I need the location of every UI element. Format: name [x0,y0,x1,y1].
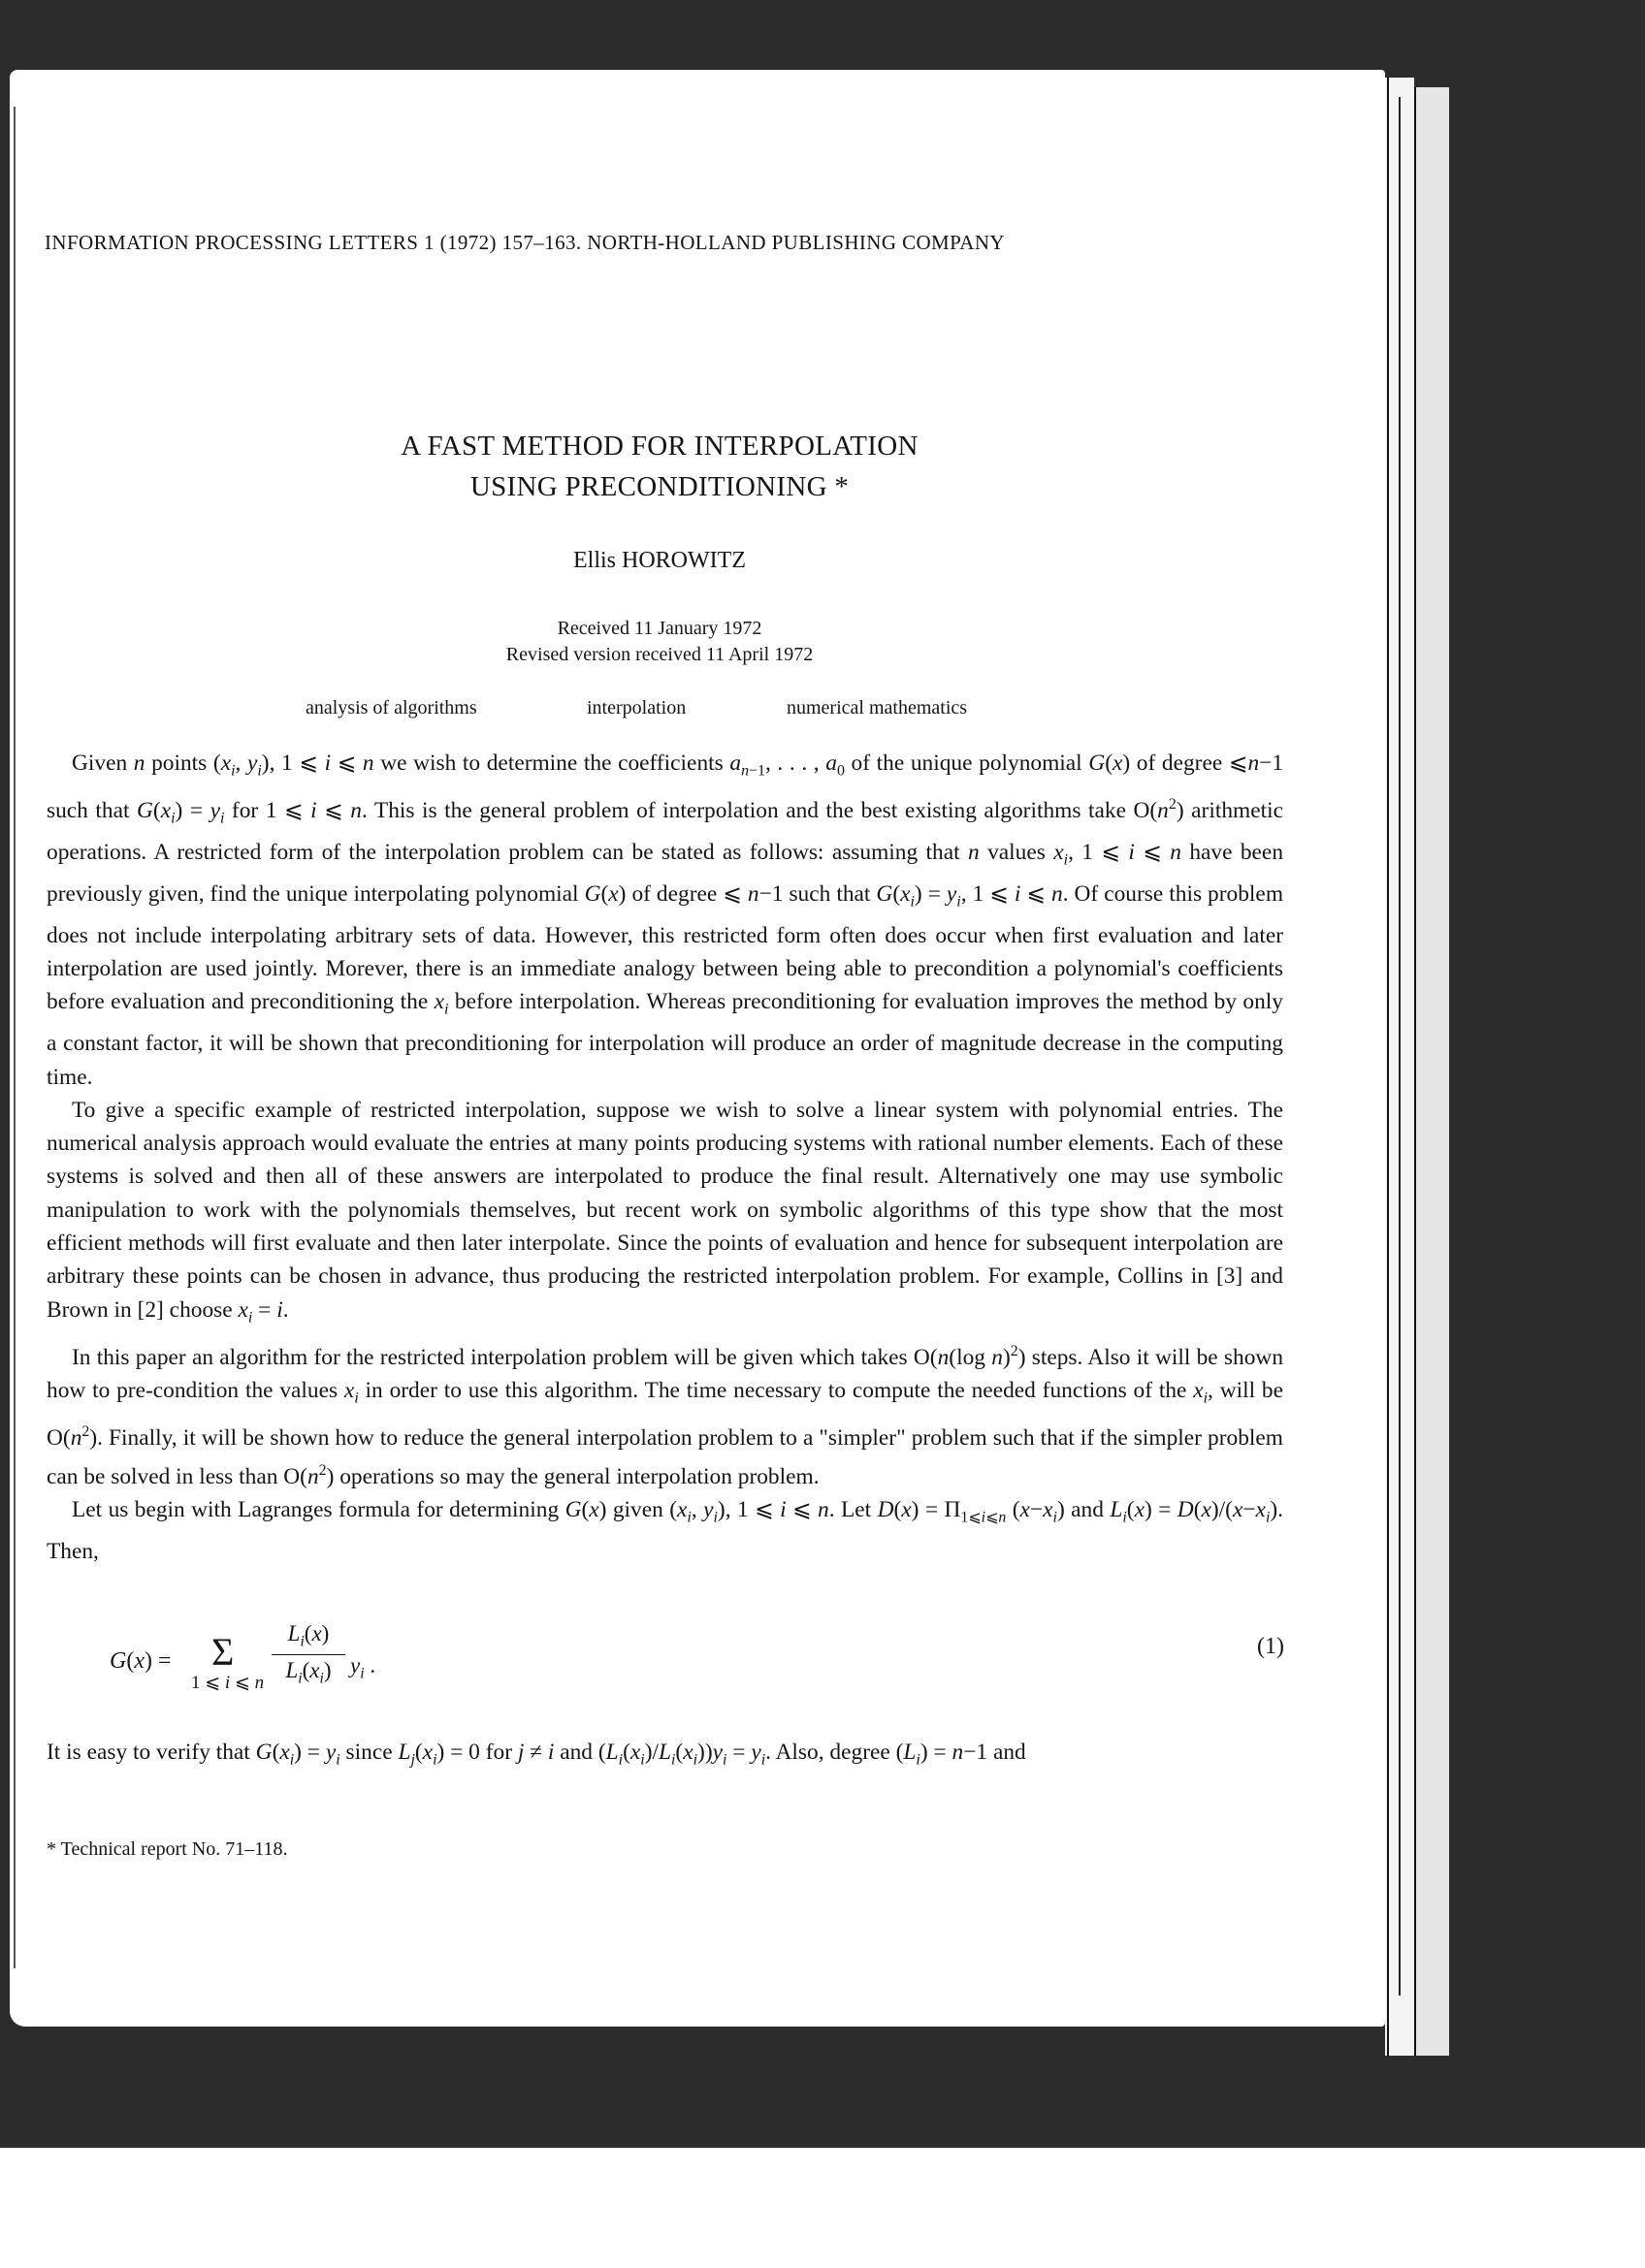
scanner-bottom-margin [0,2148,1645,2268]
fraction-numerator: $L_i(x)$ [272,1621,345,1655]
paper-body [47,747,1283,1568]
journal-header: INFORMATION PROCESSING LETTERS 1 (1972) 157–163. NORTH-HOLLAND PUBLISHING COMPANY [45,231,1005,254]
author-name: Ellis HOROWITZ [573,548,746,573]
page-left-edge-shadow [14,107,16,1968]
body-paragraph-4: Let us begin with Lagranges formula for determining G(x) given ($x_i$, $y_i$), 1 ⩽ i ⩽ n. Let $D(x) = \Pi_{1⩽i⩽n}$ $(x-x_i)$ and $L_i(x) = D(x)/(x-x_i)$. Then, [47,1496,1283,1564]
keyword: interpolation [587,697,687,719]
revised-date: Revised version received 11 April 1972 [505,644,814,665]
body-paragraph-1: Given n points ($x_i$, $y_i$), 1 ⩽ i ⩽ n we wish to determine the coefficients $a_{n-1}$, . . . , $a_0$ of the unique polynomial G(x) of degree ⩽n−1 such that $G(x_i) = y_i$ for 1 ⩽ i ⩽ n. This is the general problem of interpolation and the best existing algorithms take $O(n^2)$ arithmetic operations. A restricted form of the interpolation problem can be stated as follows: assuming that n values $x_i$, 1 ⩽ i ⩽ n have been previously given, find the unique interpolating polynomial G(x) of degree ⩽ n−1 such that $G(x_i) = y_i$, 1 ⩽ i ⩽ n. Of course this problem does not include interpolating arbitrary sets of data. However, this restricted form often does occur when first evaluation and later interpolation are used jointly. Morever, there is an immediate analogy between being able to precondition a polynomial's coefficients before evaluation and preconditioning the $x_i$ before interpolation. Whereas preconditioning for evaluation improves the method by only a constant factor, it will be shown that preconditioning for interpolation will produce an order of magnitude decrease in the computing time. [47,751,1284,1090]
summation-limits: 1 ⩽ i ⩽ n [191,1673,265,1693]
equation-tail: $y_i$ . [350,1653,376,1682]
summation-symbol: Σ [211,1630,235,1674]
keyword: numerical mathematics [787,697,968,719]
equation-fraction [272,1621,345,1687]
equation-number: (1) [1257,1634,1284,1659]
equation-lhs: G(x) = [110,1648,172,1674]
next-page-edge-outer [1414,87,1449,2056]
next-page-edge [1385,78,1414,2056]
footnote: * Technical report No. 71–118. [47,1838,288,1860]
body-paragraph-3: In this paper an algorithm for the restricted interpolation problem will be given which takes O(n(log n)$^2$) steps. Also it will be shown how to pre-condition the values $x_i$ in order to use this algorithm. The time necessary to compute the needed functions of the $x_i$, will be $O(n^2)$. Finally, it will be shown how to reduce the general interpolation problem to a "simpler" problem such that if the simpler problem can be solved in less than $O(n^2)$ operations so may the general interpolation problem. [47,1342,1284,1489]
body-paragraph-2: To give a specific example of restricted interpolation, suppose we wish to solve a linear system with polynomial entries. The numerical analysis approach would evaluate the entries at many points producing systems with rational number elements. Each of these systems is solved and then all of these answers are interpolated to produce the final result. Alternatively one may use symbolic manipulation to work with the polynomials themselves, but recent work on symbolic algorithms of this type show that the most efficient methods will first evaluate and then later interpolate. Since the points of evaluation and hence for subsequent interpolation are arbitrary these points can be chosen in advance, thus producing the restricted interpolation problem. For example, Collins in [3] and Brown in [2] choose $x_i = i$. [47,1097,1283,1326]
paper-title-line-2: USING PRECONDITIONING * [469,471,850,502]
paper-title-line-1: A FAST METHOD FOR INTERPOLATION [401,431,919,462]
keyword: analysis of algorithms [306,697,477,719]
received-date: Received 11 January 1972 [557,618,762,639]
body-paragraph-5: It is easy to verify that $G(x_i) = y_i$ since $L_j(x_i) = 0$ for j ≠ i and $(L_i(x_i)/L_i(x_i))y_i = y_i$. Also, degree $(L_i) = n-1$ and [47,1740,1026,1769]
fraction-denominator: $L_i(x_i)$ [285,1657,332,1687]
